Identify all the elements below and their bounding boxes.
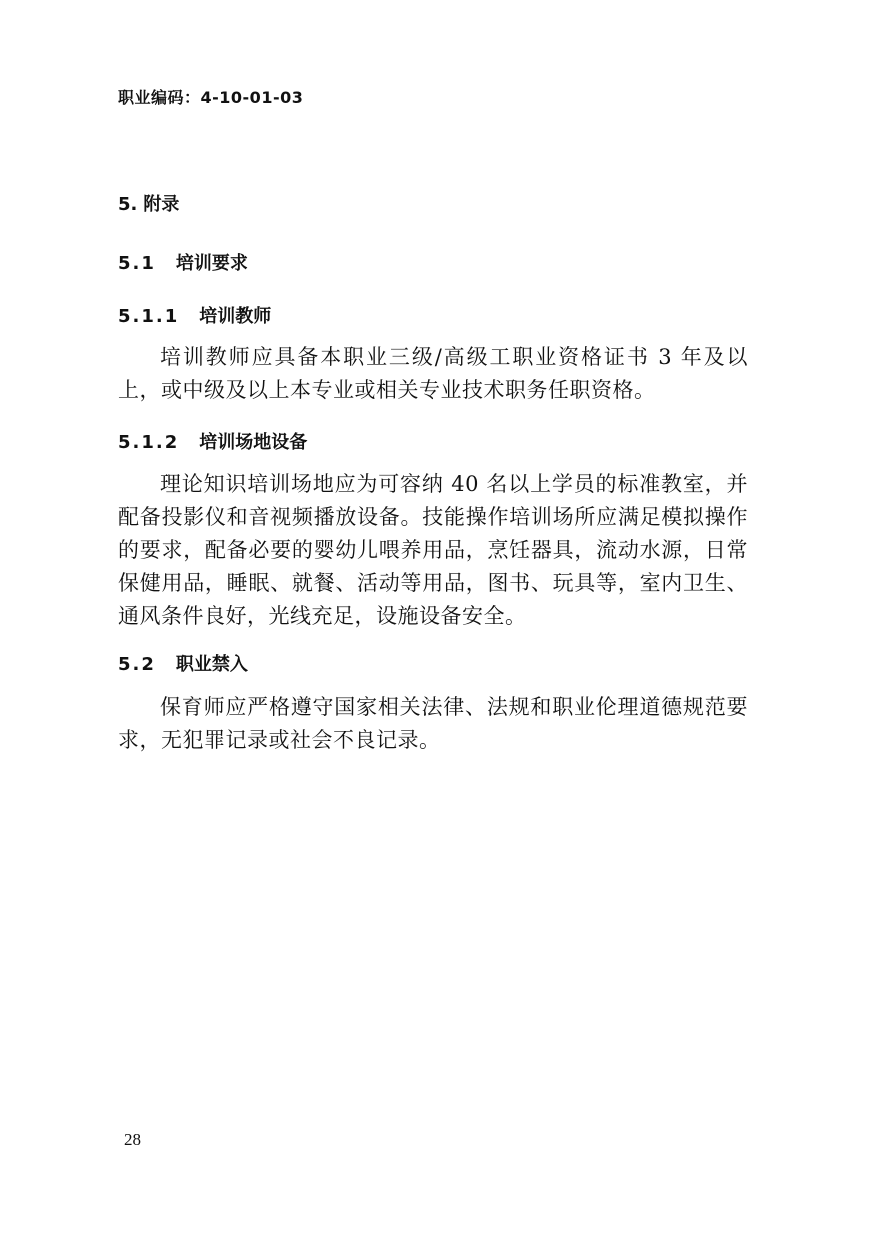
occupation-code: 职业编码：4-10-01-03	[118, 88, 304, 107]
heading-5-2-number: 5.2	[118, 654, 156, 675]
paragraph-training-teachers: 培训教师应具备本职业三级/高级工职业资格证书 3 年及以上，或中级及以上本专业或相关专业技术职务任职资格。	[118, 345, 748, 402]
heading-5-1	[118, 249, 248, 275]
heading-5	[118, 190, 179, 216]
heading-5-1-2-number: 5.1.2	[118, 432, 180, 453]
heading-5-1-1-number: 5.1.1	[118, 306, 180, 327]
heading-5-2	[118, 650, 248, 676]
heading-5-1-1-title: 培训教师	[199, 306, 272, 327]
heading-5-1-1	[118, 302, 271, 328]
heading-5-2-title: 职业禁入	[175, 654, 248, 675]
page-number: 28	[124, 1130, 141, 1149]
heading-5-title: 附录	[143, 194, 180, 215]
heading-5-1-2	[118, 428, 307, 454]
paragraph-training-facilities: 理论知识培训场地应为可容纳 40 名以上学员的标准教室，并配备投影仪和音视频播放设备。技能操作培训场所应满足模拟操作的要求，配备必要的婴幼儿喂养用品，烹饪器具，流动水源，日常保健用品，睡眠、就餐、活动等用品，图书、玩具等，室内卫生、通风条件良好，光线充足，设施设备安全。	[118, 472, 748, 628]
paragraph-occupational-prohibition: 保育师应严格遵守国家相关法律、法规和职业伦理道德规范要求，无犯罪记录或社会不良记录。	[118, 695, 748, 752]
heading-5-number: 5.	[118, 194, 138, 215]
heading-5-1-title: 培训要求	[175, 253, 248, 274]
heading-5-1-number: 5.1	[118, 253, 156, 274]
heading-5-1-2-title: 培训场地设备	[199, 432, 308, 453]
